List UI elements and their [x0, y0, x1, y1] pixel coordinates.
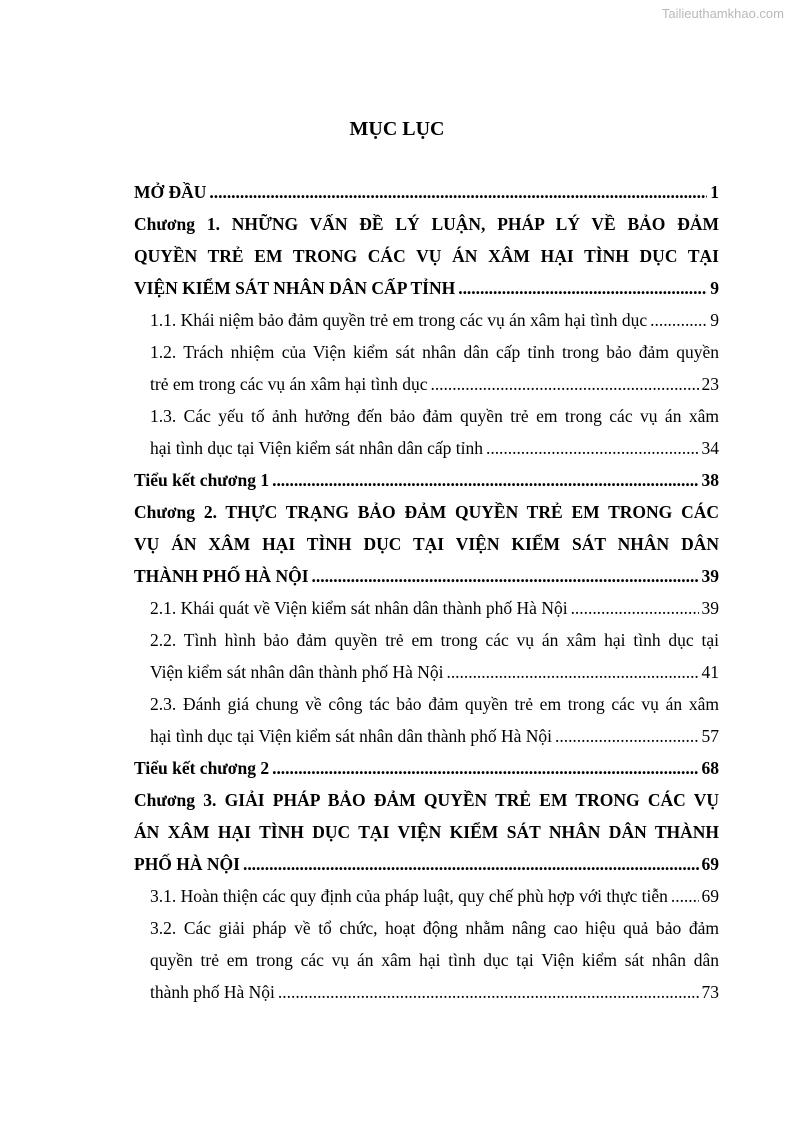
dot-leader — [243, 848, 699, 880]
page-number: 9 — [710, 278, 719, 298]
toc-entry-1-3[interactable] — [134, 400, 719, 464]
toc-entry-text: 2.1. Khái quát về Viện kiểm sát nhân dân thành phố Hà Nội — [150, 598, 568, 618]
dot-leader — [209, 176, 707, 208]
page-number: 69 — [701, 886, 719, 906]
toc-entry-chapter-1[interactable] — [134, 208, 719, 304]
page-title: MỤC LỤC — [349, 118, 445, 140]
toc-entry-text: 3.2. Các giải pháp về tổ chức, hoạt động nhằm nâng cao hiệu quả bảo đảm — [150, 918, 719, 938]
toc-entry-text: 2.3. Đánh giá chung về công tác bảo đảm quyền trẻ em trong các vụ án xâm — [150, 694, 719, 714]
toc-entry-chapter-2[interactable] — [134, 496, 719, 592]
toc-entry-text: Tiểu kết chương 1 — [134, 470, 270, 490]
toc-entry-3-1[interactable] — [134, 880, 719, 912]
toc-entry-text: 1.2. Trách nhiệm của Viện kiểm sát nhân dân cấp tỉnh trong bảo đảm quyền — [150, 342, 719, 362]
dot-leader — [671, 880, 699, 912]
toc-entry-text: thành phố Hà Nội — [150, 982, 275, 1002]
dot-leader — [650, 304, 707, 336]
toc-entry-text: VIỆN KIỂM SÁT NHÂN DÂN CẤP TỈNH — [134, 278, 456, 298]
toc-entry-text: 1.1. Khái niệm bảo đảm quyền trẻ em trong các vụ án xâm hại tình dục — [150, 310, 648, 330]
page-number: 73 — [701, 982, 719, 1002]
toc-entry-text: Chương 3. GIẢI PHÁP BẢO ĐẢM QUYỀN TRẺ EM TRONG CÁC VỤ — [134, 790, 719, 810]
table-of-contents — [134, 176, 719, 1008]
toc-entry-3-2[interactable] — [134, 912, 719, 1008]
page-number: 39 — [701, 598, 719, 618]
toc-entry-text: hại tình dục tại Viện kiểm sát nhân dân cấp tỉnh — [150, 438, 483, 458]
dot-leader — [272, 752, 698, 784]
toc-entry-text: trẻ em trong các vụ án xâm hại tình dục — [150, 374, 428, 394]
toc-entry-text: Tiểu kết chương 2 — [134, 758, 270, 778]
page-number: 1 — [710, 182, 719, 202]
toc-entry-text: PHỐ HÀ NỘI — [134, 854, 240, 874]
toc-entry-text: THÀNH PHỐ HÀ NỘI — [134, 566, 309, 586]
dot-leader — [555, 720, 698, 752]
dot-leader — [278, 976, 699, 1008]
watermark: Tailieuthamkhao.com — [661, 6, 784, 21]
page-number: 68 — [701, 758, 719, 778]
page-number: 23 — [701, 374, 719, 394]
toc-entry-text: MỞ ĐẦU — [134, 182, 207, 202]
dot-leader — [446, 656, 698, 688]
toc-entry-text: quyền trẻ em trong các vụ án xâm hại tình dục tại Viện kiểm sát nhân dân — [150, 950, 719, 970]
toc-entry-summary-2[interactable] — [134, 752, 719, 784]
toc-entry-text: QUYỀN TRẺ EM TRONG CÁC VỤ ÁN XÂM HẠI TÌNH DỤC TẠI — [134, 246, 719, 266]
dot-leader — [458, 272, 707, 304]
toc-entry-text: 1.3. Các yếu tố ảnh hưởng đến bảo đảm quyền trẻ em trong các vụ án xâm — [150, 406, 719, 426]
dot-leader — [272, 464, 698, 496]
toc-entry-text: Chương 2. THỰC TRẠNG BẢO ĐẢM QUYỀN TRẺ EM TRONG CÁC — [134, 502, 719, 522]
page-number: 39 — [701, 566, 719, 586]
toc-entry-2-1[interactable] — [134, 592, 719, 624]
toc-entry-2-2[interactable] — [134, 624, 719, 688]
dot-leader — [486, 432, 699, 464]
toc-entry-chapter-3[interactable] — [134, 784, 719, 880]
dot-leader — [312, 560, 699, 592]
toc-entry-text: Chương 1. NHỮNG VẤN ĐỀ LÝ LUẬN, PHÁP LÝ VỀ BẢO ĐẢM — [134, 214, 719, 234]
toc-entry-text: 2.2. Tình hình bảo đảm quyền trẻ em trong các vụ án xâm hại tình dục tại — [150, 630, 719, 650]
toc-entry-text: ÁN XÂM HẠI TÌNH DỤC TẠI VIỆN KIỂM SÁT NHÂN DÂN THÀNH — [134, 822, 719, 842]
page-number: 9 — [710, 310, 719, 330]
dot-leader — [571, 592, 699, 624]
dot-leader — [430, 368, 698, 400]
toc-entry-text: Viện kiểm sát nhân dân thành phố Hà Nội — [150, 662, 444, 682]
page-number: 34 — [701, 438, 719, 458]
page-number: 57 — [701, 726, 719, 746]
toc-entry-1-1[interactable] — [134, 304, 719, 336]
page-number: 69 — [701, 854, 719, 874]
toc-entry-text: VỤ ÁN XÂM HẠI TÌNH DỤC TẠI VIỆN KIỂM SÁT NHÂN DÂN — [134, 534, 719, 554]
toc-entry-1-2[interactable] — [134, 336, 719, 400]
toc-entry-text: 3.1. Hoàn thiện các quy định của pháp luật, quy chế phù hợp với thực tiễn — [150, 886, 668, 906]
toc-entry-summary-1[interactable] — [134, 464, 719, 496]
toc-entry-2-3[interactable] — [134, 688, 719, 752]
page-number: 41 — [701, 662, 719, 682]
toc-entry-mo-dau[interactable] — [134, 176, 719, 208]
page-number: 38 — [701, 470, 719, 490]
toc-entry-text: hại tình dục tại Viện kiểm sát nhân dân thành phố Hà Nội — [150, 726, 553, 746]
